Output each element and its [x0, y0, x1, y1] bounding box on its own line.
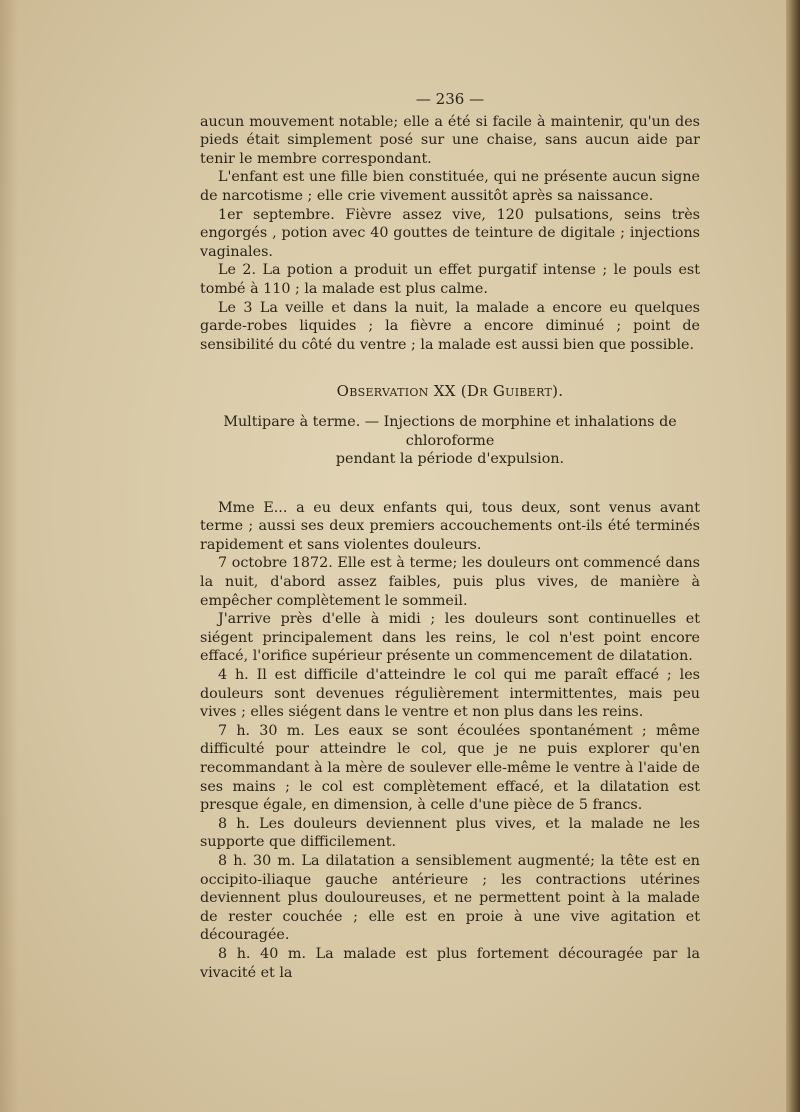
- paragraph: Le 2. La potion a produit un effet purgatif intense ; le pouls est tombé à 110 ; la malade est plus calme.: [200, 262, 700, 297]
- page-number: — 236 —: [415, 90, 485, 108]
- observation-subtitle-line1: Multipare à terme. — Injections de morphine et inhalations de chloroforme: [223, 413, 677, 449]
- paragraph: 7 h. 30 m. Les eaux se sont écoulées spontanément ; même difficulté pour atteindre le col, que je ne puis explorer qu'en recommandant à la mère de soulever elle-même le ventre à l'aide de ses mains ; le col est complètement effacé, et la dilatation est presque égale, en dimension, à celle d'une pièce de 5 francs.: [200, 722, 700, 814]
- page-edge: [786, 0, 800, 1112]
- paragraph: 4 h. Il est difficile d'atteindre le col qui me paraît effacé ; les douleurs sont devenues régulièrement intermittentes, mais peu vives ; elles siégent dans le ventre et non plus dans les reins.: [200, 667, 700, 721]
- observation-title: Observation XX (Dr Guibert).: [336, 382, 564, 401]
- paragraph: Le 3 La veille et dans la nuit, la malade a encore eu quelques garde-robes liquides ; la fièvre a encore diminué ; point de sensibilité du côté du ventre ; la malade est aussi bien que possible.: [200, 299, 700, 353]
- page-gutter-shadow: [0, 0, 18, 1112]
- paragraph: Mme E... a eu deux enfants qui, tous deux, sont venus avant terme ; aussi ses deux premiers accouchements ont-ils été terminés rapidement et sans violentes douleurs.: [200, 499, 700, 553]
- paragraph: 8 h. 40 m. La malade est plus fortement découragée par la vivacité et la: [200, 945, 700, 981]
- paragraph: J'arrive près d'elle à midi ; les douleurs sont continuelles et siégent principalement dans les reins, le col n'est point encore effacé, l'orifice supérieur présente un commencement de dilatation.: [200, 611, 700, 665]
- paragraph: L'enfant est une fille bien constituée, qui ne présente aucun signe de narcotisme ; elle crie vivement aussitôt après sa naissance.: [200, 169, 700, 204]
- paragraph: 8 h. Les douleurs deviennent plus vives, et la malade ne les supporte que difficilement.: [200, 815, 700, 851]
- paragraph: 8 h. 30 m. La dilatation a sensiblement augmenté; la tête est en occipito-iliaque gauche antérieure ; les contractions utérines deviennent plus douloureuses, et ne permettent point à la malade de rester couchée ; elle est en proie à une vive agitation et découragée.: [200, 852, 700, 944]
- observation-subtitle: [200, 413, 700, 469]
- page-content: [200, 90, 700, 982]
- observation-subtitle-line2: pendant la période d'expulsion.: [335, 451, 565, 468]
- paragraph: 1er septembre. Fièvre assez vive, 120 pulsations, seins très engorgés , potion avec 40 gouttes de teinture de digitale ; injections vaginales.: [200, 206, 700, 260]
- paragraph: aucun mouvement notable; elle a été si facile à maintenir, qu'un des pieds était simplement posé sur une chaise, sans aucun aide par tenir le membre correspondant.: [200, 113, 700, 167]
- paragraph: 7 octobre 1872. Elle est à terme; les douleurs ont commencé dans la nuit, d'abord assez faibles, puis plus vives, de manière à empêcher complètement le sommeil.: [200, 555, 700, 609]
